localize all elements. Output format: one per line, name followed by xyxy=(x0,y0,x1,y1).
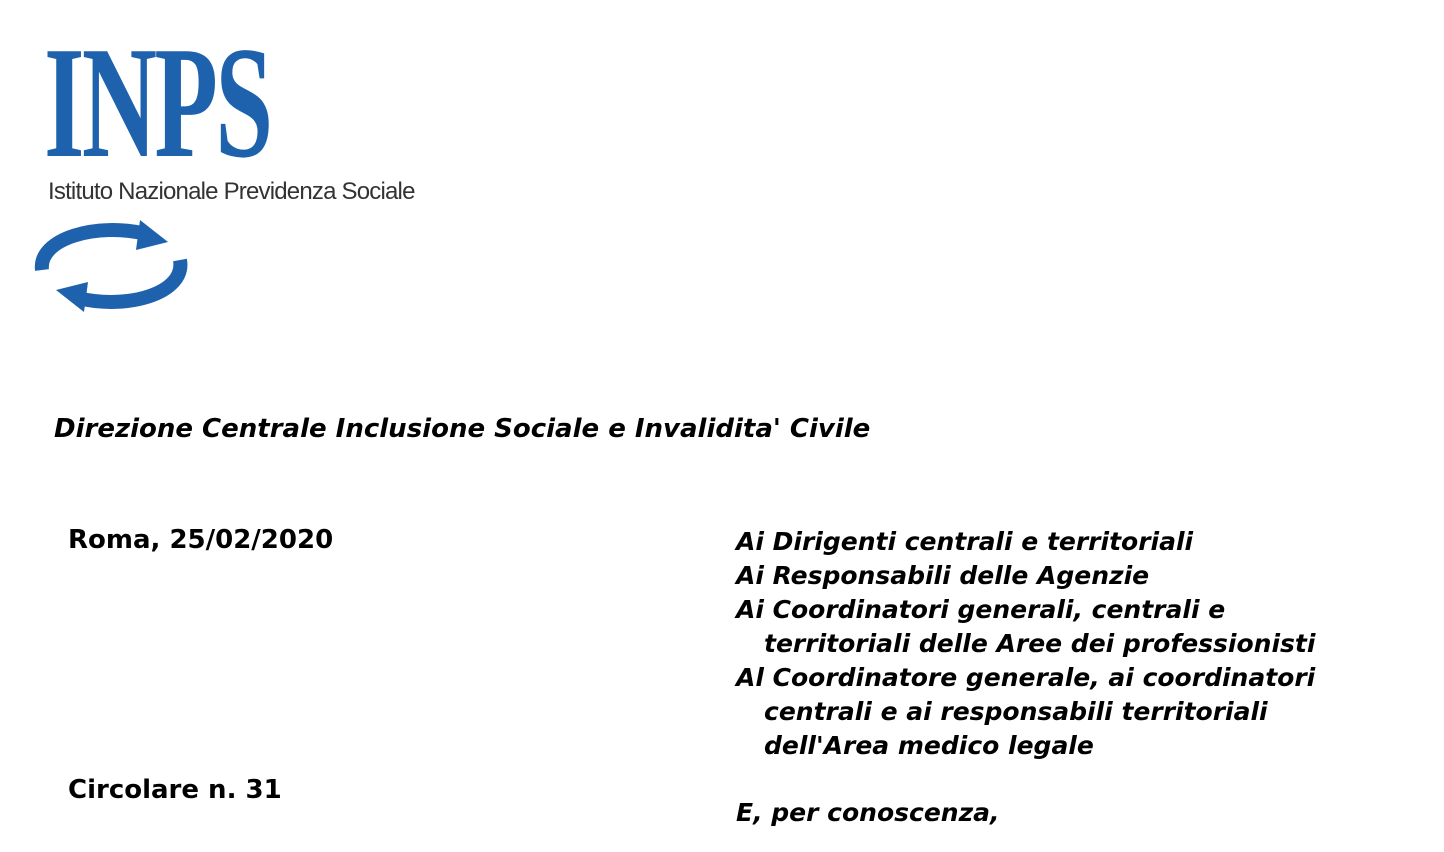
recipient-item: Al Coordinatore generale, ai coordinatori centrali e ai responsabili territoriali dell'Area medico legale xyxy=(736,663,1316,760)
recipient-list xyxy=(736,525,1364,763)
recipient-item: Ai Coordinatori generali, centrali e territoriali delle Aree dei professionisti xyxy=(736,595,1316,658)
circular-arrows-logo-icon xyxy=(28,218,194,314)
inps-logo-text: INPS xyxy=(44,13,271,191)
place-date: Roma, 25/02/2020 xyxy=(68,525,334,555)
department-heading: Direzione Centrale Inclusione Sociale e Invalidita' Civile xyxy=(54,414,871,444)
cc-label: E, per conoscenza, xyxy=(736,798,1000,827)
institute-name: Istituto Nazionale Previdenza Sociale xyxy=(48,178,415,205)
recipient-item: Ai Dirigenti centrali e territoriali xyxy=(736,527,1194,556)
circular-number: Circolare n. 31 xyxy=(68,775,282,805)
recipient-item: Ai Responsabili delle Agenzie xyxy=(736,561,1150,590)
